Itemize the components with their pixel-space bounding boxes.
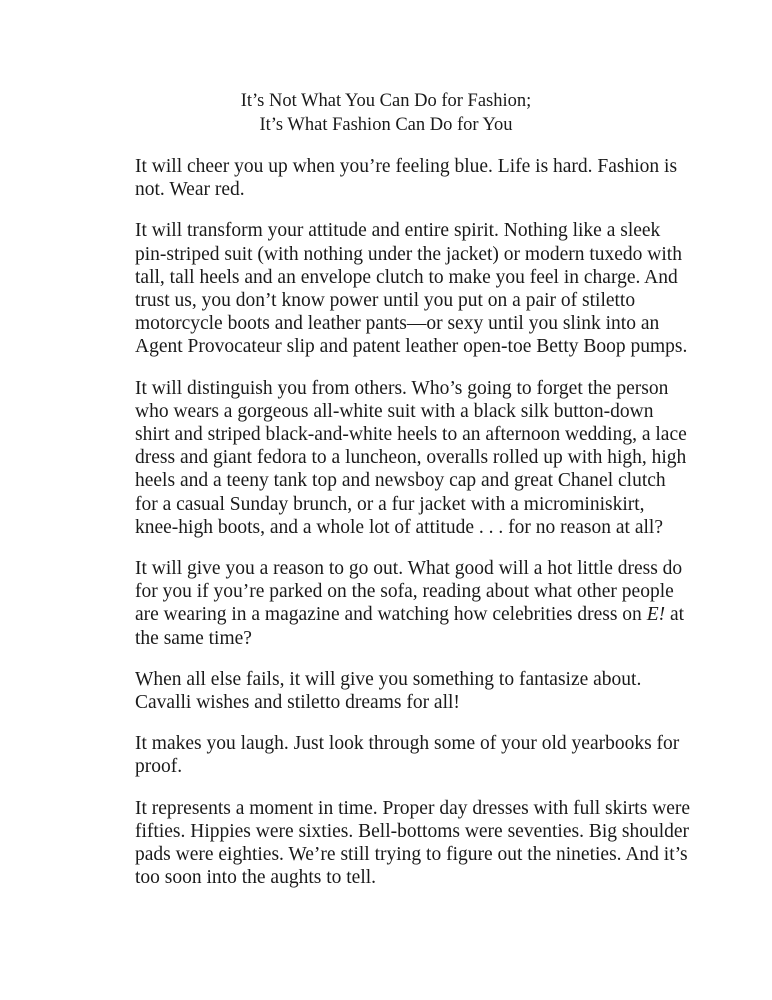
paragraph-2 — [135, 219, 688, 358]
text-line: too soon into the aughts to tell. — [135, 867, 377, 889]
text-line: who wears a gorgeous all-white suit with a black silk button-down — [135, 400, 654, 422]
text-line: pin-striped suit (with nothing under the jacket) or modern tuxedo with — [135, 243, 682, 265]
text-line: It will transform your attitude and entire spirit. Nothing like a sleek — [135, 220, 661, 242]
paragraph-4 — [135, 557, 685, 650]
text-run: are wearing in a magazine and watching how celebrities dress on — [135, 604, 647, 626]
paragraph-6 — [135, 732, 680, 778]
text-line: dress and giant fedora to a luncheon, overalls rolled up with high, high — [135, 447, 687, 469]
text-line: heels and a teeny tank top and newsboy cap and great Chanel clutch — [135, 470, 666, 492]
text-line: tall, tall heels and an envelope clutch to make you feel in charge. And — [135, 266, 678, 288]
paragraph-1 — [135, 155, 678, 201]
paragraph-5 — [135, 668, 675, 714]
paragraph-3 — [135, 377, 687, 539]
text-line-with-italic — [135, 603, 685, 626]
paragraph-7 — [135, 797, 691, 890]
page-title — [0, 89, 772, 137]
text-line: for a casual Sunday brunch, or a fur jacket with a microminiskirt, — [135, 493, 645, 515]
text-line: It will cheer you up when you’re feeling blue. Life is hard. Fashion is — [135, 156, 678, 177]
italic-text-run: E! — [646, 604, 666, 626]
text-line: motorcycle boots and leather pants—or sexy until you slink into an — [135, 313, 660, 335]
text-line: It makes you laugh. Just look through some of your old yearbooks for — [135, 733, 680, 755]
text-line: It represents a moment in time. Proper day dresses with full skirts were — [135, 797, 691, 819]
text-line: proof. — [135, 756, 183, 778]
body-text — [135, 155, 691, 907]
text-line: It will give you a reason to go out. What good will a hot little dress do — [135, 558, 683, 580]
text-line: Cavalli wishes and stiletto dreams for all! — [135, 692, 460, 714]
title-line-1: It’s Not What You Can Do for Fashion; — [240, 91, 532, 111]
text-line: knee-high boots, and a whole lot of attitude . . . for no reason at all? — [135, 516, 663, 538]
text-line: Agent Provocateur slip and patent leather open-toe Betty Boop pumps. — [135, 336, 688, 358]
text-line: fifties. Hippies were sixties. Bell-bottoms were seventies. Big shoulder — [135, 820, 690, 842]
text-line: not. Wear red. — [135, 179, 245, 201]
text-line: for you if you’re parked on the sofa, reading about what other people — [135, 581, 674, 603]
text-line: pads were eighties. We’re still trying to figure out the nineties. And it’s — [135, 844, 688, 866]
text-line: It will distinguish you from others. Who’s going to forget the person — [135, 377, 669, 399]
text-line: the same time? — [135, 627, 252, 649]
text-line: shirt and striped black-and-white heels to an afternoon wedding, a lace — [135, 424, 687, 446]
title-line-2: It’s What Fashion Can Do for You — [259, 115, 513, 135]
text-line: trust us, you don’t know power until you put on a pair of stiletto — [135, 290, 636, 312]
text-run: at — [665, 604, 685, 626]
text-line: When all else fails, it will give you something to fantasize about. — [135, 668, 642, 690]
